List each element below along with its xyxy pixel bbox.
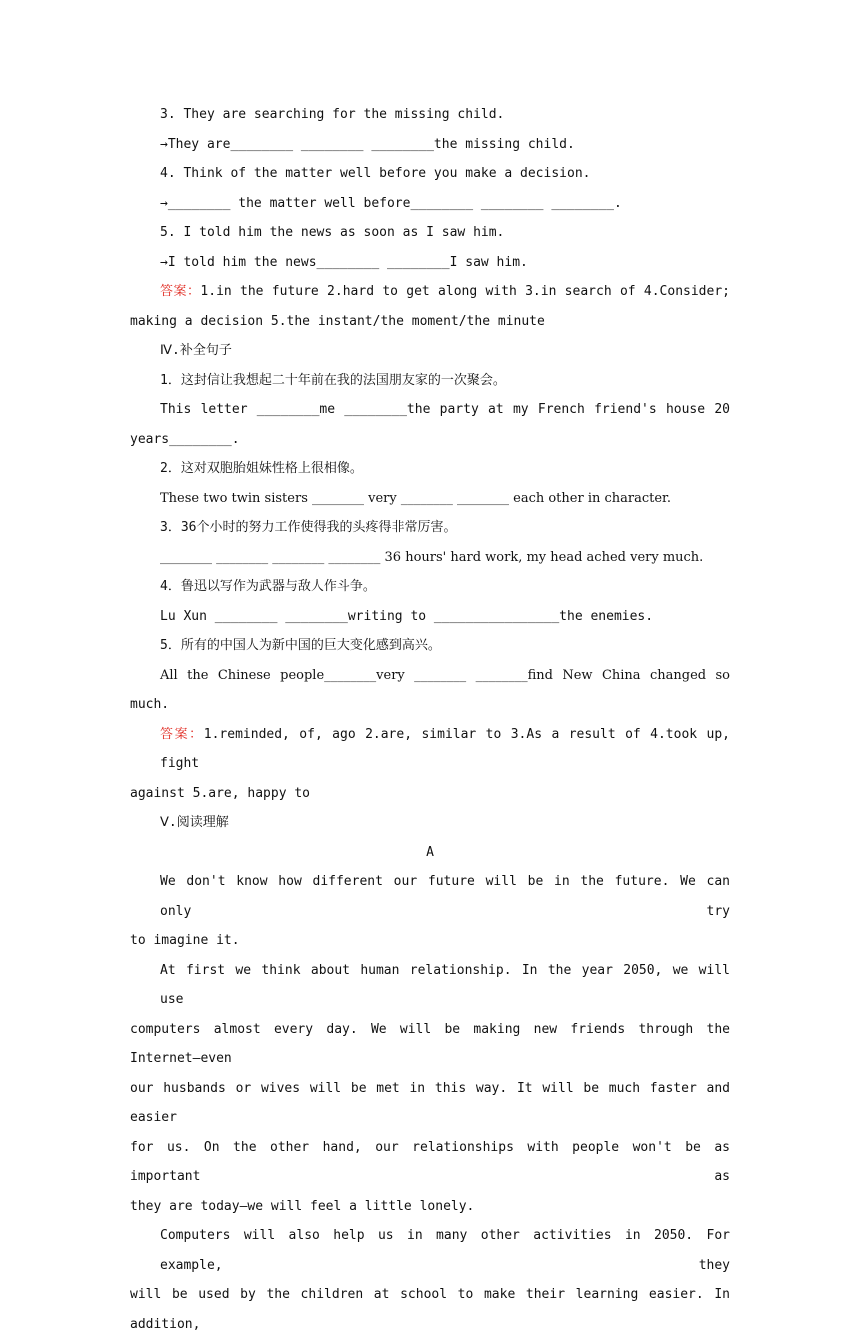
section4-answer-continued: against 5.are, happy to xyxy=(130,785,311,801)
q1-chinese: 1．这封信让我想起二十年前在我的法国朋友家的一次聚会。 xyxy=(160,372,506,388)
q3-chinese: 3．36个小时的努力工作使得我的头疼得非常厉害。 xyxy=(160,520,457,535)
q4-chinese: 4．鲁迅以写作为武器与敌人作斗争。 xyxy=(160,579,376,594)
passage-p1-line: to imagine it. xyxy=(130,933,240,948)
q1-english-continued: years________. xyxy=(130,431,240,447)
passage-p2-line: At first we think about human relationship. In the year 2050, we will use xyxy=(160,962,730,1007)
section4-answer-text: 1.reminded, of, ago 2.are, similar to 3.As a result of 4.took up, fight xyxy=(160,726,730,771)
section3-answer-line xyxy=(130,277,730,307)
exercise-4-sentence: 4. Think of the matter well before you make a decision. xyxy=(160,166,591,181)
q2-chinese: 2．这对双胞胎姐妹性格上很相像。 xyxy=(160,461,363,476)
q2-english: These two twin sisters ________ very ________ ________ each other in character. xyxy=(160,490,671,506)
exercise-5-rewrite: →I told him the news________ ________I saw him. xyxy=(160,254,528,270)
passage-p2-line: for us. On the other hand, our relationships with people won't be as important as xyxy=(130,1139,730,1184)
section4-answer-line xyxy=(130,720,730,779)
exercise-4-rewrite: →________ the matter well before________ ________ ________. xyxy=(160,195,622,211)
passage-p3-line: will be used by the children at school to make their learning easier. In addition, xyxy=(130,1287,730,1332)
q1-english: This letter ________me ________the party at my French friend's house 20 xyxy=(160,402,730,417)
document-page xyxy=(130,100,730,1339)
q3-english: ________ ________ ________ ________ 36 hours' hard work, my head ached very much. xyxy=(160,549,704,565)
q5-chinese: 5．所有的中国人为新中国的巨大变化感到高兴。 xyxy=(160,638,441,653)
q5-english-continued: much. xyxy=(130,697,170,712)
section3-answer-continued: making a decision 5.the instant/the moment/the minute xyxy=(130,313,545,329)
passage-p2-line: computers almost every day. We will be making new friends through the Internet—even xyxy=(130,1021,730,1066)
answer-label: 答案： xyxy=(160,284,201,299)
q4-english: Lu Xun ________ ________writing to ________________the enemies. xyxy=(160,608,654,624)
exercise-3-sentence: 3. They are searching for the missing child. xyxy=(160,107,505,122)
section3-answer-text: 1.in the future 2.hard to get along with 3.in search of 4.Consider; xyxy=(200,284,730,299)
q5-english: All the Chinese people________very ________ ________find New China changed so xyxy=(160,667,730,683)
passage-p1-line: We don't know how different our future will be in the future. We can only try xyxy=(160,874,730,919)
section4-heading: Ⅳ.补全句子 xyxy=(160,343,232,358)
passage-p3-line: Computers will also help us in many other activities in 2050. For example, they xyxy=(160,1228,730,1273)
passage-p2-line: our husbands or wives will be met in this way. It will be much faster and easier xyxy=(130,1080,730,1125)
exercise-5-sentence: 5. I told him the news as soon as I saw him. xyxy=(160,225,505,240)
exercise-3-rewrite: →They are________ ________ ________the missing child. xyxy=(160,136,575,152)
section5-heading: Ⅴ.阅读理解 xyxy=(160,815,229,830)
answer-label: 答案： xyxy=(160,726,204,742)
passage-p2-line: they are today—we will feel a little lonely. xyxy=(130,1198,475,1214)
passage-label: A xyxy=(426,844,434,860)
